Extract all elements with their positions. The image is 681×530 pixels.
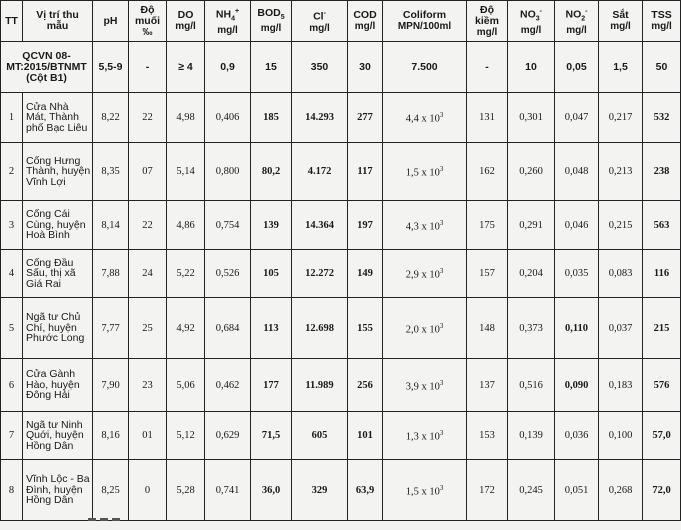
row-iron: 0,213 — [599, 143, 643, 201]
row-no2: 0,046 — [555, 201, 599, 250]
row-no3: 0,260 — [508, 143, 555, 201]
row-coliform — [383, 143, 467, 201]
row-cl: 12.272 — [292, 250, 348, 298]
header-bod — [251, 1, 292, 42]
row-coliform — [383, 359, 467, 412]
header-coliform-unit: MPN/100ml — [397, 21, 452, 32]
row-no2: 0,036 — [555, 412, 599, 460]
row-alkalinity: 172 — [467, 460, 508, 521]
header-salinity — [129, 1, 167, 42]
row-bod: 177 — [251, 359, 292, 412]
row-cl: 11.989 — [292, 359, 348, 412]
header-tt: TT — [1, 1, 23, 42]
cut-off-footer-text — [88, 512, 148, 522]
coliform-exponent: 3 — [439, 218, 444, 227]
header-alkalinity-name: Độ kiềm — [475, 3, 499, 27]
row-tss: 563 — [643, 201, 681, 250]
row-bod: 71,5 — [251, 412, 292, 460]
row-cod: 155 — [348, 298, 383, 359]
row-no3: 0,516 — [508, 359, 555, 412]
header-nh4 — [205, 1, 251, 42]
table-row — [1, 201, 681, 250]
row-tss: 72,0 — [643, 460, 681, 521]
coliform-base: 4,3 x 10 — [405, 221, 440, 233]
coliform-base: 2,9 x 10 — [405, 269, 440, 281]
standard-salinity: - — [129, 42, 167, 93]
row-iron: 0,100 — [599, 412, 643, 460]
row-cl: 12.698 — [292, 298, 348, 359]
row-do: 5,28 — [167, 460, 205, 521]
row-cod: 256 — [348, 359, 383, 412]
row-tt: 4 — [1, 250, 23, 298]
standard-no3: 10 — [508, 42, 555, 93]
header-cod-unit: mg/l — [354, 21, 376, 32]
header-nh4-sup: + — [234, 8, 240, 16]
row-no2: 0,035 — [555, 250, 599, 298]
row-salinity: 0 — [129, 460, 167, 521]
standard-alkalinity: - — [467, 42, 508, 93]
header-no2-base: NO — [565, 8, 582, 21]
row-cod: 101 — [348, 412, 383, 460]
header-tss-name: TSS — [651, 9, 672, 21]
row-salinity: 25 — [129, 298, 167, 359]
row-salinity: 24 — [129, 250, 167, 298]
row-location: Ngã tư Ninh Quới, huyện Hồng Dân — [23, 412, 93, 460]
table-row — [1, 412, 681, 460]
row-no3: 0,204 — [508, 250, 555, 298]
row-ph: 7,77 — [93, 298, 129, 359]
row-nh4: 0,684 — [205, 298, 251, 359]
standard-tss: 50 — [643, 42, 681, 93]
row-tt: 7 — [1, 412, 23, 460]
coliform-base: 1,5 x 10 — [405, 486, 440, 498]
row-no2: 0,051 — [555, 460, 599, 521]
row-nh4: 0,800 — [205, 143, 251, 201]
header-no3-base: NO — [520, 8, 536, 21]
standard-bod: 15 — [251, 42, 292, 93]
row-alkalinity: 157 — [467, 250, 508, 298]
row-cl: 4.172 — [292, 143, 348, 201]
coliform-base: 1,5 x 10 — [405, 167, 440, 179]
row-alkalinity: 137 — [467, 359, 508, 412]
header-alkalinity-unit: mg/l — [476, 26, 498, 38]
row-bod: 113 — [251, 298, 292, 359]
row-location: Cửa Gành Hào, huyện Đông Hải — [23, 359, 93, 412]
row-tt: 2 — [1, 143, 23, 201]
header-do-unit: mg/l — [175, 21, 196, 32]
row-ph: 8,14 — [93, 201, 129, 250]
row-coliform — [383, 201, 467, 250]
row-location: Cửa Nhà Mát, Thành phố Bạc Liêu — [23, 93, 93, 143]
row-tt: 1 — [1, 93, 23, 143]
header-no3-sub: 3 — [535, 15, 540, 23]
header-nh4-unit: mg/l — [217, 24, 238, 36]
row-iron: 0,183 — [599, 359, 643, 412]
row-bod: 185 — [251, 93, 292, 143]
header-salinity-name: Độ muối — [134, 3, 161, 27]
header-do-name: DO — [177, 9, 194, 21]
coliform-exponent: 3 — [439, 267, 444, 276]
row-ph: 8,22 — [93, 93, 129, 143]
row-location: Cống Đầu Sấu, thị xã Giá Rai — [23, 250, 93, 298]
header-iron-name: Sắt — [612, 9, 629, 21]
row-do: 5,22 — [167, 250, 205, 298]
table-row — [1, 250, 681, 298]
row-tss: 57,0 — [643, 412, 681, 460]
header-no3 — [508, 1, 555, 42]
header-cod — [348, 1, 383, 42]
header-ph: pH — [93, 1, 129, 42]
standard-cl: 350 — [292, 42, 348, 93]
row-salinity: 23 — [129, 359, 167, 412]
header-no2-unit: mg/l — [566, 24, 587, 36]
standard-ph: 5,5-9 — [93, 42, 129, 93]
header-salinity-unit: ‰ — [142, 26, 153, 38]
coliform-base: 4,4 x 10 — [405, 113, 440, 125]
row-bod: 80,2 — [251, 143, 292, 201]
row-no3: 0,139 — [508, 412, 555, 460]
row-location: Ngã tư Chủ Chí, huyện Phước Long — [23, 298, 93, 359]
header-cl-unit: mg/l — [309, 22, 330, 34]
header-no2-sup: - — [585, 8, 588, 16]
row-iron: 0,037 — [599, 298, 643, 359]
header-no3-sup: - — [539, 8, 542, 16]
row-iron: 0,083 — [599, 250, 643, 298]
row-cl: 14.293 — [292, 93, 348, 143]
row-nh4: 0,754 — [205, 201, 251, 250]
header-tss-unit: mg/l — [651, 21, 672, 32]
row-alkalinity: 162 — [467, 143, 508, 201]
standard-no2: 0,05 — [555, 42, 599, 93]
row-iron: 0,217 — [599, 93, 643, 143]
row-cod: 63,9 — [348, 460, 383, 521]
standard-iron: 1,5 — [599, 42, 643, 93]
row-cl: 14.364 — [292, 201, 348, 250]
row-tss: 532 — [643, 93, 681, 143]
coliform-exponent: 3 — [439, 321, 444, 330]
row-do: 4,98 — [167, 93, 205, 143]
row-tt: 5 — [1, 298, 23, 359]
standard-row — [1, 42, 681, 93]
row-nh4: 0,462 — [205, 359, 251, 412]
row-nh4: 0,526 — [205, 250, 251, 298]
row-tss: 238 — [643, 143, 681, 201]
standard-coliform: 7.500 — [383, 42, 467, 93]
row-bod: 105 — [251, 250, 292, 298]
row-coliform — [383, 460, 467, 521]
row-no3: 0,373 — [508, 298, 555, 359]
row-salinity: 22 — [129, 93, 167, 143]
row-cod: 197 — [348, 201, 383, 250]
header-no3-unit: mg/l — [520, 24, 542, 36]
row-ph: 8,35 — [93, 143, 129, 201]
row-salinity: 22 — [129, 201, 167, 250]
row-tt: 8 — [1, 460, 23, 521]
row-no2: 0,048 — [555, 143, 599, 201]
header-no2-sub: 2 — [581, 15, 586, 23]
row-ph: 8,25 — [93, 460, 129, 521]
row-no3: 0,301 — [508, 93, 555, 143]
row-alkalinity: 131 — [467, 93, 508, 143]
header-bod-unit: mg/l — [260, 23, 282, 35]
table-row — [1, 298, 681, 359]
row-do: 4,92 — [167, 298, 205, 359]
row-nh4: 0,741 — [205, 460, 251, 521]
header-tss — [643, 1, 681, 42]
row-ph: 7,88 — [93, 250, 129, 298]
header-bod-base: BOD — [257, 6, 281, 19]
header-cl-base: Cl — [313, 10, 324, 23]
row-coliform — [383, 412, 467, 460]
row-salinity: 07 — [129, 143, 167, 201]
header-location: Vị trí thu mẫu — [23, 1, 93, 42]
row-cl: 329 — [292, 460, 348, 521]
header-coliform-name: Coliform — [402, 9, 447, 21]
header-nh4-sub: 4 — [231, 15, 235, 23]
header-row — [1, 1, 681, 42]
row-cod: 117 — [348, 143, 383, 201]
row-no2: 0,090 — [555, 359, 599, 412]
row-iron: 0,215 — [599, 201, 643, 250]
row-do: 4,86 — [167, 201, 205, 250]
row-ph: 8,16 — [93, 412, 129, 460]
row-no2: 0,110 — [555, 298, 599, 359]
coliform-exponent: 3 — [439, 483, 444, 492]
row-nh4: 0,406 — [205, 93, 251, 143]
row-location: Vĩnh Lộc - Ba Đình, huyện Hồng Dân — [23, 460, 93, 521]
standard-do: ≥ 4 — [167, 42, 205, 93]
header-nh4-base: NH — [215, 8, 232, 21]
standard-label: QCVN 08-MT:2015/BTNMT (Cột B1) — [1, 42, 93, 93]
standard-nh4: 0,9 — [205, 42, 251, 93]
row-alkalinity: 153 — [467, 412, 508, 460]
header-coliform — [383, 1, 467, 42]
row-bod: 139 — [251, 201, 292, 250]
coliform-exponent: 3 — [439, 378, 444, 387]
coliform-base: 2,0 x 10 — [405, 324, 440, 336]
header-iron-unit: mg/l — [610, 21, 631, 32]
table-row — [1, 93, 681, 143]
row-location: Cống Hưng Thành, huyện Vĩnh Lợi — [23, 143, 93, 201]
row-do: 5,12 — [167, 412, 205, 460]
coliform-base: 1,3 x 10 — [405, 431, 440, 443]
header-cl — [292, 1, 348, 42]
row-cod: 277 — [348, 93, 383, 143]
coliform-exponent: 3 — [439, 111, 444, 120]
row-iron: 0,268 — [599, 460, 643, 521]
table-row — [1, 359, 681, 412]
coliform-exponent: 3 — [439, 429, 444, 438]
row-cod: 149 — [348, 250, 383, 298]
row-no3: 0,291 — [508, 201, 555, 250]
coliform-base: 3,9 x 10 — [405, 381, 440, 393]
row-tss: 215 — [643, 298, 681, 359]
header-alkalinity — [467, 1, 508, 42]
row-do: 5,06 — [167, 359, 205, 412]
row-no3: 0,245 — [508, 460, 555, 521]
row-do: 5,14 — [167, 143, 205, 201]
header-bod-sub: 5 — [280, 14, 285, 22]
row-coliform — [383, 250, 467, 298]
row-alkalinity: 175 — [467, 201, 508, 250]
row-bod: 36,0 — [251, 460, 292, 521]
row-ph: 7,90 — [93, 359, 129, 412]
row-cl: 605 — [292, 412, 348, 460]
row-tt: 6 — [1, 359, 23, 412]
standard-cod: 30 — [348, 42, 383, 93]
row-location: Cống Cái Cùng, huyện Hoà Bình — [23, 201, 93, 250]
header-cl-sup: - — [323, 10, 326, 18]
row-tt: 3 — [1, 201, 23, 250]
row-no2: 0,047 — [555, 93, 599, 143]
header-no2 — [555, 1, 599, 42]
header-do — [167, 1, 205, 42]
row-tss: 576 — [643, 359, 681, 412]
row-tss: 116 — [643, 250, 681, 298]
row-alkalinity: 148 — [467, 298, 508, 359]
row-coliform — [383, 298, 467, 359]
row-coliform — [383, 93, 467, 143]
header-iron — [599, 1, 643, 42]
row-salinity: 01 — [129, 412, 167, 460]
header-cod-name: COD — [353, 9, 377, 21]
coliform-exponent: 3 — [439, 165, 444, 174]
row-nh4: 0,629 — [205, 412, 251, 460]
table-row — [1, 143, 681, 201]
